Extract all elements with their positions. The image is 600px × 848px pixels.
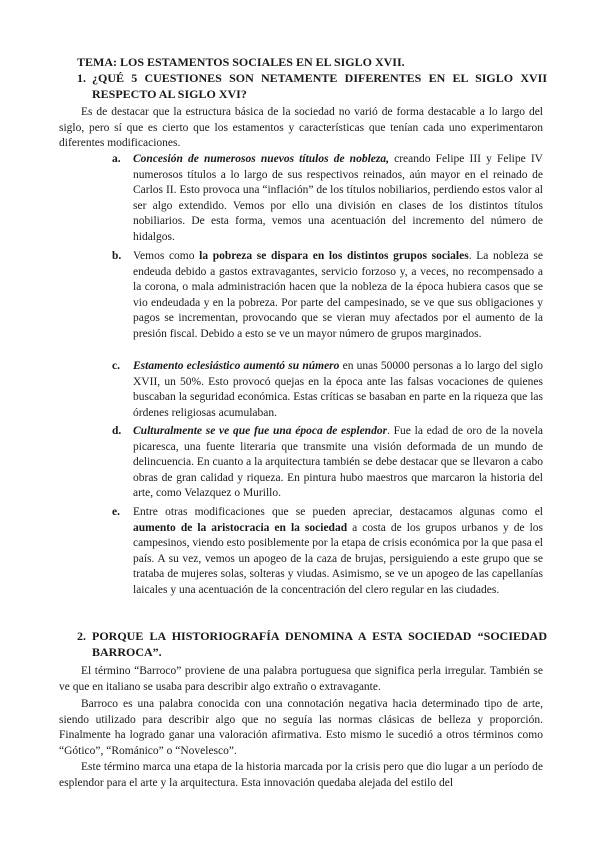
item-text: Entre otras modificaciones que se pueden apreciar, destacamos algunas como el aumento de la aristocracia en la sociedad a costa de los grupos urbanos y de los campesinos, viendo esto posiblemente por la etapa de crisis económica por la que pasa el país. A su vez, vemos un apogeo de la caza de brujas, persiguiendo a este grupo que se trataba de mujeres solas, solteras y viudas. Asimismo, se ve un apogeo de las capellanías laicales y una acentuación de la concentración del clero regular en las ciudades.: [133, 506, 543, 596]
item-highlight: Culturalmente se ve que fue una época de esplendor: [133, 425, 388, 437]
document-title: TEMA: LOS ESTAMENTOS SOCIALES EN EL SIGLO XVII.: [77, 55, 405, 69]
section-2-paragraph: Barroco es una palabra conocida con una connotación negativa hacia determinado tipo de arte, siendo utilizado para describir algo que no seguía las normas clásicas de belleza y proporción. Finalmente ha logrado ganar una valoración afirmativa. Esto mismo le sucedió a otros términos como “Gótico”, “Románico” o “Novelesco”.: [59, 698, 543, 757]
item-highlight: aumento de la aristocracia en la sociedad: [133, 521, 348, 534]
section-2-paragraph: Este término marca una etapa de la historia marcada por la crisis pero que dio lugar a un período de esplendor para el arte y la arquitectura. Esta innovación quedaba alejada del estilo del: [59, 761, 543, 789]
list-item-c: [112, 359, 543, 421]
item-text: Culturalmente se ve que fue una época de esplendor. Fue la edad de oro de la novela picaresca, una fuente literaria que transmite una visión deformada de un mundo de delincuencia. En cuanto a la arquitectura también se debe destacar que se llevaron a cabo obras de gran calidad y riqueza. En pintura hubo maestros que marcaron la historia del arte, como Velazquez o Murillo.: [133, 425, 543, 499]
item-highlight: Estamento eclesiástico aumentó su número: [133, 360, 340, 372]
list-item-e: [112, 505, 543, 598]
item-marker: c.: [112, 360, 120, 372]
section-2-paragraph: El término “Barroco” proviene de una palabra portuguesa que significa perla irregular. También se ve que en italiano se usaba para describir algo extraño o extravagante.: [59, 665, 543, 693]
item-text: Estamento eclesiástico aumentó su número en unas 50000 personas a lo largo del siglo XVII, un 50%. Esto provocó quejas en la época ante las falsas vocaciones de quienes buscaban la seguridad económica. Estas críticas se basaban en parte en la riqueza que las órdenes religiosas acumulaban.: [133, 360, 543, 419]
section-heading-text: ¿QUÉ 5 CUESTIONES SON NETAMENTE DIFERENTES EN EL SIGLO XVII RESPECTO AL SIGLO XVI?: [92, 71, 547, 101]
list-item-d: [112, 424, 543, 502]
item-text: Vemos como la pobreza se dispara en los distintos grupos sociales. La nobleza se endeuda debido a gastos extravagantes, servicio forzoso y, a veces, no recompensado a la corona, o mala administración hacen que la nobleza de la época hubiera casos que se vio endeudada y en la pobreza. Por parte del campesinado, se ve que sus obligaciones y pagos se incrementan, provocando que se vieran muy afectados por el aumento de la presión fiscal. Debido a esto se ve un mayor número de grupos marginados.: [133, 250, 544, 340]
item-highlight: Concesión de numerosos nuevos títulos de nobleza,: [133, 153, 389, 165]
list-item-b: [112, 249, 543, 342]
section-1-intro: Es de destacar que la estructura básica de la sociedad no varió de forma destacable a lo largo del siglo, pero sí que es cierto que los estamentos y características que tenían cada uno experimentaron diferentes modificaciones.: [59, 106, 543, 149]
item-highlight: la pobreza se dispara en los distintos grupos sociales: [199, 250, 469, 262]
section-heading-text: PORQUE LA HISTORIOGRAFÍA DENOMINA A ESTA SOCIEDAD “SOCIEDAD BARROCA”.: [92, 629, 547, 659]
section-number: 1.: [77, 71, 86, 85]
list-item-a: [112, 152, 543, 245]
item-marker: d.: [112, 425, 122, 437]
item-marker: e.: [112, 506, 120, 518]
item-marker: a.: [112, 153, 121, 165]
section-1-heading: [77, 71, 547, 102]
section-number: 2.: [77, 629, 86, 643]
item-text: Concesión de numerosos nuevos títulos de nobleza, creando Felipe III y Felipe IV numerosos títulos a lo largo de sus respectivos reinados, aún mayor en el reinado de Carlos II. Esto provoca una “inflación” de los títulos nobiliarios, perdiendo estos valor al ser algo extendido. Vemos por ello una división en clases de los distintos títulos nobiliarios. De esta forma, vemos una acentuación del incremento del número de hidalgos.: [133, 153, 543, 243]
section-2-heading: [77, 629, 547, 660]
item-marker: b.: [112, 250, 122, 262]
